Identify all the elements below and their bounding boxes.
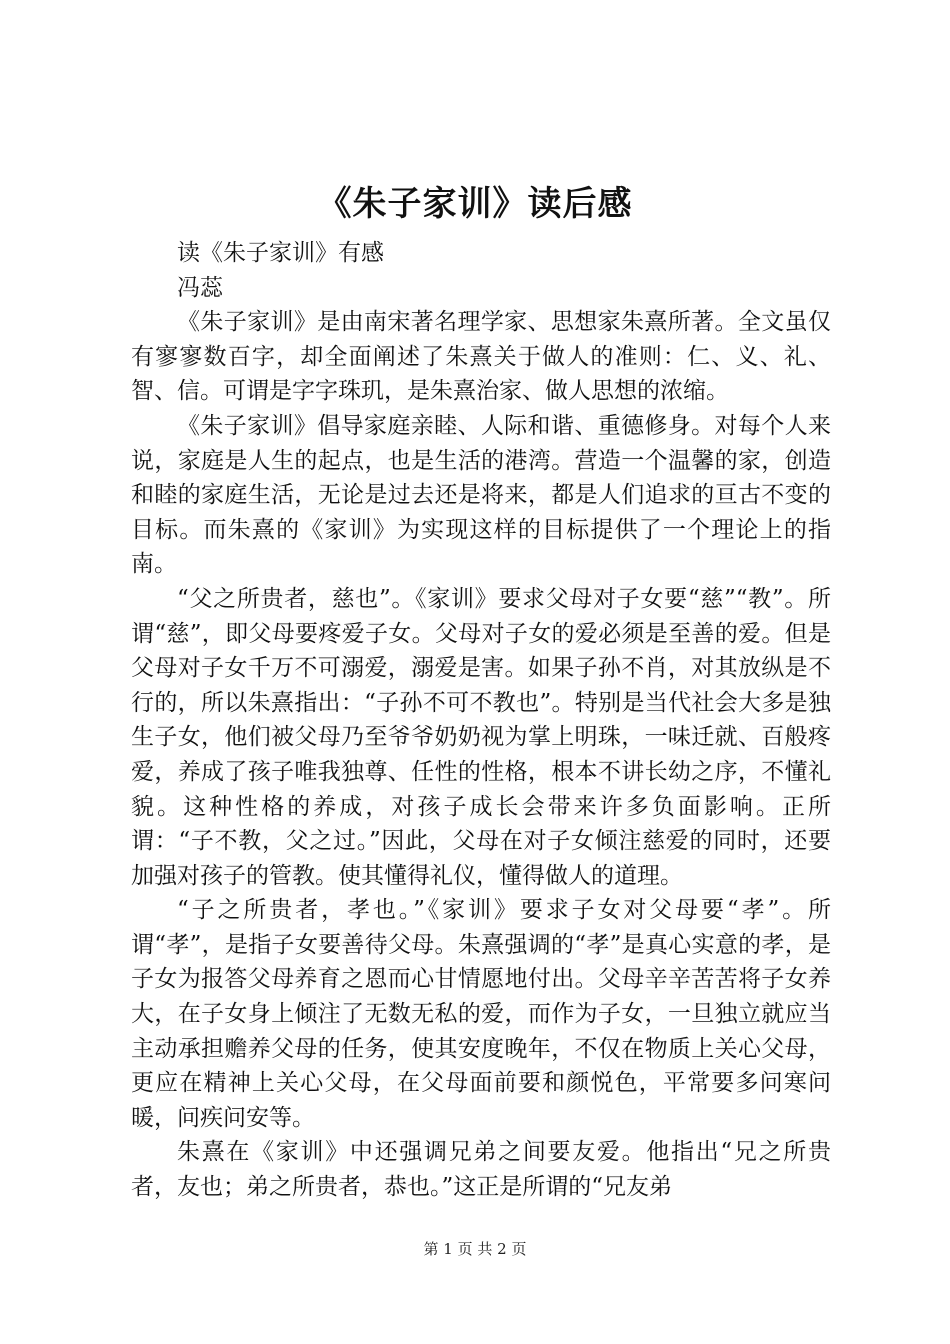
page-number-footer: 第 1 页 共 2 页 (423, 1240, 527, 1258)
document-body (131, 236, 831, 1205)
paragraph-5: 朱熹在《家训》中还强调兄弟之间要友爱。他指出“兄之所贵者，友也；弟之所贵者，恭也。”这正是所谓的“兄友弟 (131, 1139, 831, 1201)
document-title: 《朱子家训》读后感 (317, 184, 633, 224)
paragraph-4: “子之所贵者，孝也。”《家训》要求子女对父母要“孝”。所谓“孝”，是指子女要善待父母。朱熹强调的“孝”是真心实意的孝，是子女为报答父母养育之恩而心甘情愿地付出。父母辛辛苦苦将子女养大，在子女身上倾注了无数无私的爱，而作为子女，一旦独立就应当主动承担赡养父母的任务，使其安度晚年，不仅在物质上关心父母，更应在精神上关心父母，在父母面前要和颜悦色，平常要多问寒问暖，问疾问安等。 (131, 897, 831, 1131)
author-line: 冯蕊 (177, 274, 223, 301)
paragraph-2: 《朱子家训》倡导家庭亲睦、人际和谐、重德修身。对每个人来说，家庭是人生的起点，也是生活的港湾。营造一个温馨的家，创造和睦的家庭生活，无论是过去还是将来，都是人们追求的亘古不变的目标。而朱熹的《家训》为实现这样的目标提供了一个理论上的指南。 (131, 412, 831, 578)
subtitle-line: 读《朱子家训》有感 (177, 240, 384, 266)
paragraph-1: 《朱子家训》是由南宋著名理学家、思想家朱熹所著。全文虽仅有寥寥数百字，却全面阐述了朱熹关于做人的准则：仁、义、礼、智、信。可谓是字字珠玑，是朱熹治家、做人思想的浓缩。 (131, 309, 831, 405)
paragraph-3: “父之所贵者，慈也”。《家训》要求父母对子女要“慈”“教”。所谓“慈”，即父母要疼爱子女。父母对子女的爱必须是至善的爱。但是父母对子女千万不可溺爱，溺爱是害。如果子孙不肖，对其放纵是不行的，所以朱熹指出：“子孙不可不教也”。特别是当代社会大多是独生子女，他们被父母乃至爷爷奶奶视为掌上明珠，一味迁就、百般疼爱，养成了孩子唯我独尊、任性的性格，根本不讲长幼之序，不懂礼貌。这种性格的养成，对孩子成长会带来许多负面影响。正所谓：“子不教，父之过。”因此，父母在对子女倾注慈爱的同时，还要加强对孩子的管教。使其懂得礼仪，懂得做人的道理。 (131, 585, 831, 889)
